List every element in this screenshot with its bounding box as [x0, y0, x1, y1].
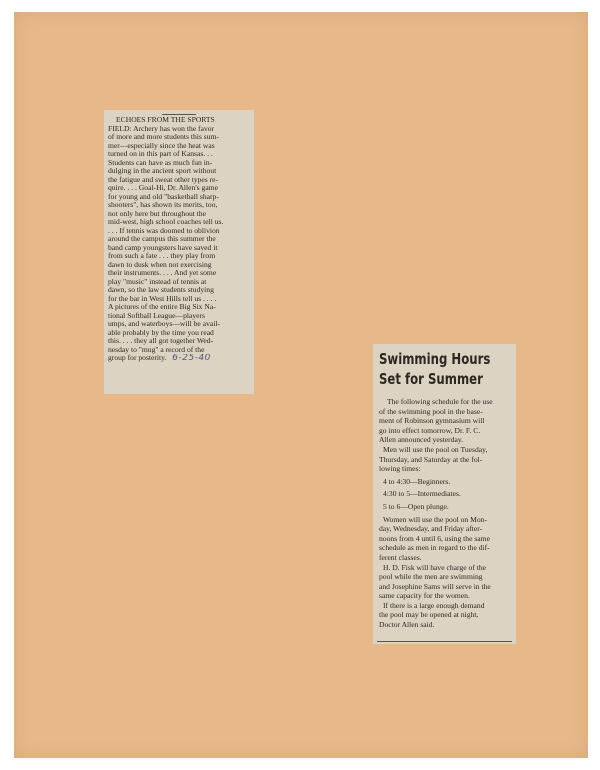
text-line: play "music" instead of tennis at — [108, 277, 207, 286]
text-line: of more and more students this sum- — [108, 133, 219, 141]
text-line: pool while the men are swimming — [379, 572, 483, 582]
text-line: H. D. Fisk will have charge of the — [383, 562, 486, 572]
text-line: for young and old "basketball sharp- — [108, 192, 219, 201]
text-line: schedule as men in regard to the dif- — [379, 543, 490, 553]
text-line: the fatigue and sweat other types re- — [108, 175, 219, 184]
clipping-text — [108, 116, 250, 363]
text-line: from such a fate . . . they play from — [108, 252, 216, 260]
text-line: nesday to "mug" a record of the — [108, 345, 205, 354]
text-line: dawn, so the law students studying — [108, 286, 214, 294]
text-line: quire. . . . Goal-Hi, Dr. Allen's game — [108, 184, 218, 192]
text-line: group for posterity. — [108, 354, 167, 362]
text-line: tional Softball League—players — [108, 311, 206, 320]
sports-echoes-clipping — [104, 110, 254, 394]
text-line: dawn to dusk when not exercising — [108, 260, 212, 269]
schedule-item: 5 to 6—Open plunge. — [383, 501, 449, 511]
last-line-row — [108, 354, 250, 363]
text-line: band camp youngsters have saved it — [108, 243, 218, 252]
headline-line: Set for Summer — [379, 370, 483, 388]
text-line: day, Wednesday, and Friday after- — [379, 524, 483, 534]
text-line: Doctor Allen said. — [379, 620, 435, 630]
text-line: ment of Robinson gymnasium will — [379, 416, 485, 426]
text-line: same capacity for the women. — [379, 591, 470, 601]
header-rule — [162, 114, 196, 115]
text-line: of the swimming pool in the base- — [379, 406, 483, 416]
schedule-item: 4:30 to 5—Intermediates. — [383, 489, 461, 499]
schedule-item: 4 to 4:30—Beginners. — [383, 476, 451, 486]
text-line: go into effect tomorrow, Dr. F. C. — [379, 425, 481, 435]
text-line: A pictures of the entire Big Six Na- — [108, 303, 216, 311]
text-line: ferent classes. — [379, 552, 422, 562]
text-line: umps, and waterboys—will be avail- — [108, 320, 220, 328]
text-line: Women will use the pool on Mon- — [383, 514, 488, 524]
text-line: shooters", has shown its merits, too, — [108, 201, 218, 209]
text-line: ECHOES FROM THE SPORTS — [116, 116, 215, 124]
text-line: their instruments. . . . And yet some — [108, 269, 217, 277]
text-line: not only here but throughout the — [108, 209, 207, 218]
text-line: for the bar in West Hills tell us . . . . — [108, 294, 217, 303]
text-line: turned on in this part of Kansas. . . — [108, 150, 213, 158]
text-line: noons from 4 until 6, using the same — [379, 533, 490, 543]
text-line: Allen announced yesterday. — [379, 435, 464, 445]
text-line: Thursday, and Saturday at the fol- — [379, 454, 483, 464]
text-line: able probably by the time you read — [108, 328, 214, 337]
swimming-hours-clipping — [373, 344, 516, 644]
handwritten-date: 6-25-40 — [172, 354, 211, 363]
text-line: mid-west, high school coaches tell us. — [108, 218, 224, 226]
text-line: The following schedule for the use — [387, 397, 493, 406]
headline — [379, 349, 512, 389]
text-line: around the campus this summer the — [108, 235, 216, 243]
footer-rule — [377, 641, 512, 642]
headline-line: Swimming Hours — [379, 350, 491, 368]
text-line: mer—especially since the heat was — [108, 141, 215, 150]
text-line: Men will use the pool on Tuesday, — [383, 444, 488, 454]
text-line: FIELD: Archery has won the favor — [108, 124, 215, 133]
text-line: Students can have as much fun in- — [108, 158, 213, 167]
text-line: and Josephine Sams will serve in the — [379, 581, 491, 591]
text-line: the pool may be opened at night, — [379, 610, 479, 620]
text-line: lowing times: — [379, 464, 421, 474]
text-line: dulging in the ancient sport without — [108, 167, 217, 175]
article-body — [379, 397, 512, 630]
text-line: . . . If tennis was doomed to oblivion — [108, 226, 220, 235]
text-line: If there is a large enough demand — [383, 600, 485, 610]
text-line: this. . . . they all got together Wed- — [108, 337, 214, 345]
scrapbook-page — [14, 12, 588, 758]
